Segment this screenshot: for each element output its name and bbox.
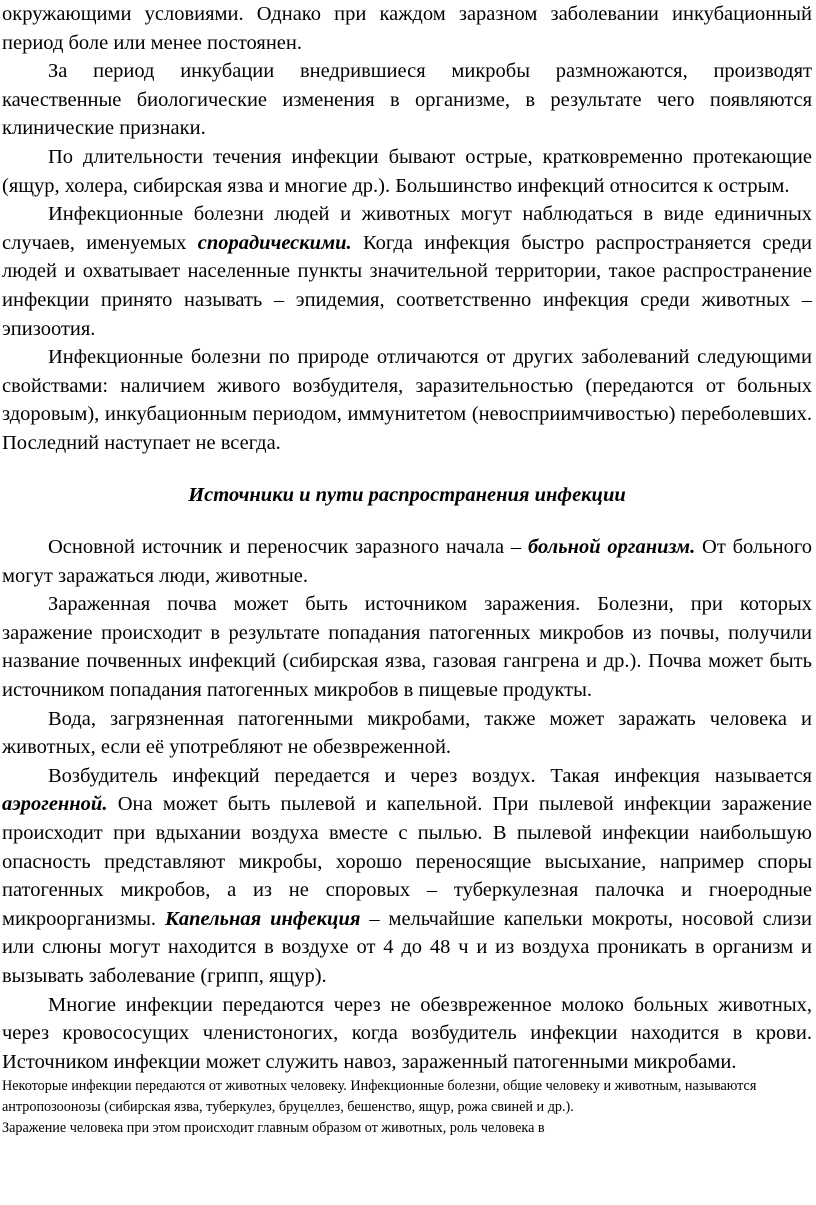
paragraph-duration xyxy=(2,143,812,200)
paragraph-text: окружающими условиями. Однако при каждом заразном заболевании инкубационный период боле или менее постоянен. xyxy=(2,3,812,54)
emphasis-term: больной организм. xyxy=(527,536,696,559)
paragraph-text: За период инкубации внедрившиеся микробы размножаются, производят качественные биологические изменения в организме, в результате чего появляются клинические признаки. xyxy=(2,60,812,140)
paragraph-anthropozoonoses xyxy=(2,1076,812,1118)
paragraph-water xyxy=(2,705,812,762)
paragraph-human-infection xyxy=(2,1118,812,1139)
paragraph-air xyxy=(2,762,812,991)
paragraph-text: Основной источник и переносчик заразного начала – xyxy=(48,536,528,559)
paragraph-text: Зараженная почва может быть источником заражения. Болезни, при которых заражение происходит в результате попадания патогенных микробов из почвы, получили название почвенных инфекций (сибирская язва, газовая гангрена и др.). Почва может быть источником попадания патогенных микробов в пищевые продукты. xyxy=(2,593,812,702)
emphasis-term: спорадическими. xyxy=(197,231,352,254)
paragraph-text: По длительности течения инфекции бывают острые, кратковременно протекающие (ящур, холера, сибирская язва и многие др.). Большинство инфекций относится к острым. xyxy=(2,145,812,197)
paragraph-incubation-changes xyxy=(2,57,812,143)
emphasis-term: Капельная инфекция xyxy=(164,907,361,930)
paragraph-source xyxy=(2,533,812,590)
paragraph-properties xyxy=(2,343,812,457)
paragraph-text: От больного могут заражаться люди, животные. xyxy=(2,536,812,587)
paragraph-milk xyxy=(2,991,812,1077)
paragraph-sporadic xyxy=(2,200,812,343)
paragraph-text: Заражение человека при этом происходит главным образом от животных, роль человека в xyxy=(2,1120,545,1137)
paragraph-text: Многие инфекции передаются через не обезвреженное молоко больных животных, через кровососущих членистоногих, когда возбудитель инфекции находится в крови. Источником инфекции может служить навоз, зараженный патогенными микробами. xyxy=(2,993,812,1073)
paragraph-text: – мельчайшие капельки мокроты, носовой слизи или слюны могут находится в воздухе от 4 до 48 ч и из воздуха проникать в организм и вызывать заболевание (грипп, ящур). xyxy=(2,907,812,987)
paragraph-incubation-constant xyxy=(2,0,812,57)
paragraph-text: Возбудитель инфекций передается и через воздух. Такая инфекция называется xyxy=(48,764,812,787)
paragraph-text: Когда инфекция быстро распространяется среди людей и охватывает населенные пункты значительной территории, такое распространение инфекции принято называть – эпидемия, соответственно инфекция среди животных – эпизоотия. xyxy=(2,231,812,340)
paragraph-text: Инфекционные болезни людей и животных могут наблюдаться в виде единичных случаев, именуемых xyxy=(2,203,812,254)
paragraph-soil xyxy=(2,590,812,704)
section-heading: Источники и пути распространения инфекции xyxy=(188,483,626,506)
paragraph-text: Она может быть пылевой и капельной. При пылевой инфекции заражение происходит при вдыхании воздуха вместе с пылью. В пылевой инфекции наибольшую опасность представляют микробы, хорошо переносящие высыхание, например споры патогенных микробов, а из не споровых – туберкулезная палочка и гноеродные микроорганизмы. xyxy=(2,793,812,930)
paragraph-text: Инфекционные болезни по природе отличаются от других заболеваний следующими свойствами: наличием живого возбудителя, заразительностью (передаются от больных здоровым), инкубационным периодом, иммунитетом (невосприимчивостью) переболевших. Последний наступает не всегда. xyxy=(2,346,812,454)
paragraph-text: Некоторые инфекции передаются от животных человеку. Инфекционные болезни, общие человеку и животным, называются антропозоонозы (сибирская язва, туберкулез, бруцеллез, бешенство, ящур, рожа свиней и др.). xyxy=(2,1078,757,1116)
emphasis-term: аэрогенной. xyxy=(2,793,108,816)
paragraph-text: Вода, загрязненная патогенными микробами, также может заражать человека и животных, если её употребляют не обезвреженной. xyxy=(2,707,812,759)
